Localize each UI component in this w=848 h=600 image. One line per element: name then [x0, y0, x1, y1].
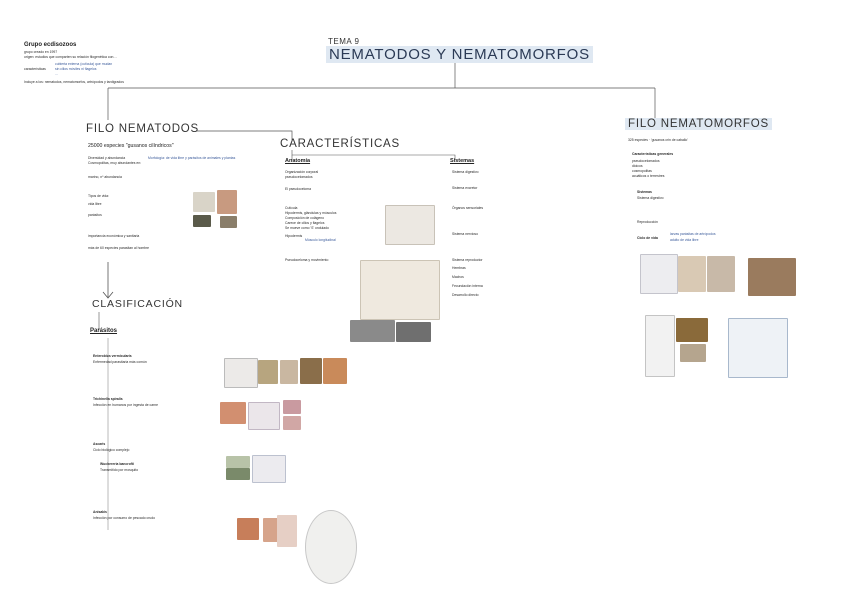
anatomia-line: Músculo longitudinal — [305, 238, 336, 242]
tema-label: TEMA 9 — [328, 37, 360, 46]
nematomorph-photo — [748, 258, 796, 296]
nematode-diagram — [385, 205, 435, 245]
nematomorfos-section: Sistemas — [637, 190, 652, 194]
trichinella-photo — [220, 402, 246, 424]
anatomia-line: pseudocelomados — [285, 175, 313, 179]
nematodos-line: importancia económica y sanitaria — [88, 234, 140, 238]
nematode-photo — [193, 192, 215, 212]
parasito-line: Infección por consumo de pescado crudo — [93, 516, 156, 520]
nematomorph-photo — [676, 318, 708, 342]
nematodos-line: parásitos — [88, 213, 102, 217]
grupo-line: grupo creado en 1997 — [24, 50, 58, 54]
nematomorfos-section: Ciclo de vida — [637, 236, 658, 240]
parasito-line: Enfermedad parasitaria más común — [93, 360, 147, 364]
nematomorfos-line: dioicos — [632, 164, 643, 168]
nematomorph-photo — [678, 256, 706, 292]
nematomorfos-line: Reproducción — [637, 220, 658, 224]
trichinella-photo — [283, 400, 301, 414]
anatomia-line: Carece de cilios y flagelos — [285, 221, 325, 225]
parasitos-heading: Parásitos — [90, 328, 118, 334]
sistemas-heading: Sistemas — [450, 158, 475, 164]
parasito-line: Infección en humanos por ingesta de carne — [93, 403, 159, 407]
nematomorph-diagram — [640, 254, 678, 294]
nematodos-line: marino, nº abundancia — [88, 175, 122, 179]
nematodos-line: Tipos de vida: — [88, 194, 109, 198]
anatomia-line: Hipodermis — [285, 234, 303, 238]
anatomia-heading: Anatomía — [285, 158, 311, 164]
parasito-item: Ascaris — [93, 442, 106, 446]
parasito-item: Anisakis — [93, 510, 107, 514]
nematode-anatomy-diagram — [360, 260, 440, 320]
sistemas-line: Hembras — [452, 266, 466, 270]
nematodos-line: Cosmopolitas, muy abundantes en: — [88, 161, 142, 165]
parasite-photo — [280, 360, 298, 384]
anisakis-life-cycle-diagram — [305, 510, 357, 584]
grupo-line: origen: estudios que comparten su relación filogenética con… — [24, 55, 117, 59]
nematomorfos-line: larvas parásitas de artrópodos — [670, 232, 716, 236]
sistemas-line: Sistema reproductor — [452, 258, 483, 262]
microscopy-photo — [350, 320, 395, 342]
parasite-photo — [323, 358, 347, 384]
nematomorph-life-cycle-diagram — [728, 318, 788, 378]
nematomorfos-line: acuáticos o terrestres — [632, 174, 665, 178]
nematodos-line: Morfología: de vida libre y parásitos de animales y plantas — [148, 156, 236, 160]
sistemas-line: Sistema digestivo — [452, 170, 479, 174]
ascaris-photo — [226, 468, 250, 480]
grupo-title: Grupo ecdisozoos — [24, 42, 77, 48]
anatomia-line: Cutícula — [285, 206, 298, 210]
nematode-photo — [220, 216, 237, 228]
parasite-diagram — [224, 358, 258, 388]
sistemas-line: Desarrollo directo — [452, 293, 479, 297]
nematode-photo — [193, 215, 211, 227]
grupo-bracket-line: cubierta externa (cutícula) que mudan — [55, 62, 113, 66]
sistemas-line: Sistema nervioso — [452, 232, 479, 236]
grupo-label: características — [24, 67, 46, 71]
microscopy-photo — [396, 322, 431, 342]
sistemas-line: Sistema excretor — [452, 186, 478, 190]
anatomia-line: Organización corporal — [285, 170, 319, 174]
nematodos-line: Diversidad y abundancia — [88, 156, 126, 160]
sistemas-line: Órganos sensoriales — [452, 206, 484, 210]
nematomorfos-line: Sistema digestivo — [637, 196, 664, 200]
sistemas-line: Fecundación interna — [452, 284, 483, 288]
ascaris-photo — [226, 456, 250, 468]
nematodos-especies: 25000 especies "gusanos cilíndricos" — [88, 143, 174, 149]
anisakis-photo — [237, 518, 259, 540]
trichinella-diagram — [248, 402, 280, 430]
anatomy-figure — [277, 515, 297, 547]
nematode-photo — [217, 190, 237, 214]
sistemas-line: Machos — [452, 275, 464, 279]
parasito-line: Transmitido por mosquito — [100, 468, 139, 472]
trichinella-photo — [283, 416, 301, 430]
nematomorph-photo — [680, 344, 706, 362]
nematomorfos-line: cosmopolitas — [632, 169, 652, 173]
page-title: NEMATODOS Y NEMATOMORFOS — [326, 46, 593, 63]
parasito-item: Enterobius vermicularis — [93, 354, 132, 358]
parasito-line: Ciclo biológico complejo — [93, 448, 130, 452]
nematomorfos-line: pseudocelomados — [632, 159, 660, 163]
anatomia-line: Se mueve como 'S' ondulado — [285, 226, 329, 230]
anatomia-line: El pseudoceloma — [285, 187, 312, 191]
nematomorph-photo — [707, 256, 735, 292]
wuchereria-diagram — [252, 455, 286, 483]
parasite-photo — [300, 358, 322, 384]
filo-nematodos-title: FILO NEMATODOS — [86, 123, 200, 135]
parasite-photo — [258, 360, 278, 384]
parasito-item: Trichinella spiralis — [93, 397, 123, 401]
caracteristicas-title: CARACTERÍSTICAS — [280, 138, 400, 150]
nematomorph-anatomy-diagram — [645, 315, 675, 377]
nematodos-line: más de 60 especies parasitan al hombre — [88, 246, 150, 250]
nematodos-line: vida libre — [88, 202, 102, 206]
anatomia-line: Pseudoceloma y movimiento — [285, 258, 329, 262]
nematomorfos-section: Características generales — [632, 152, 674, 156]
nematomorfos-especies: 325 especies · 'gusanos crin de caballo' — [628, 138, 688, 142]
grupo-bracket-line: … — [55, 72, 59, 76]
anatomia-line: Composición de colágeno — [285, 216, 325, 220]
grupo-bracket-line: sin cilios móviles ni flagelos — [55, 67, 97, 71]
clasificacion-title: CLASIFICACIÓN — [92, 298, 183, 310]
filo-nematomorfos-title: FILO NEMATOMORFOS — [625, 118, 772, 130]
anatomia-line: Hipodermis, glándulas y músculos — [285, 211, 337, 215]
parasito-item: Wuchereria bancrofti — [100, 462, 134, 466]
grupo-label: Incluye a los: nematodos, nematomorfos, artrópodos y tardígrados — [24, 80, 124, 84]
nematomorfos-line: adulto de vida libre — [670, 238, 699, 242]
